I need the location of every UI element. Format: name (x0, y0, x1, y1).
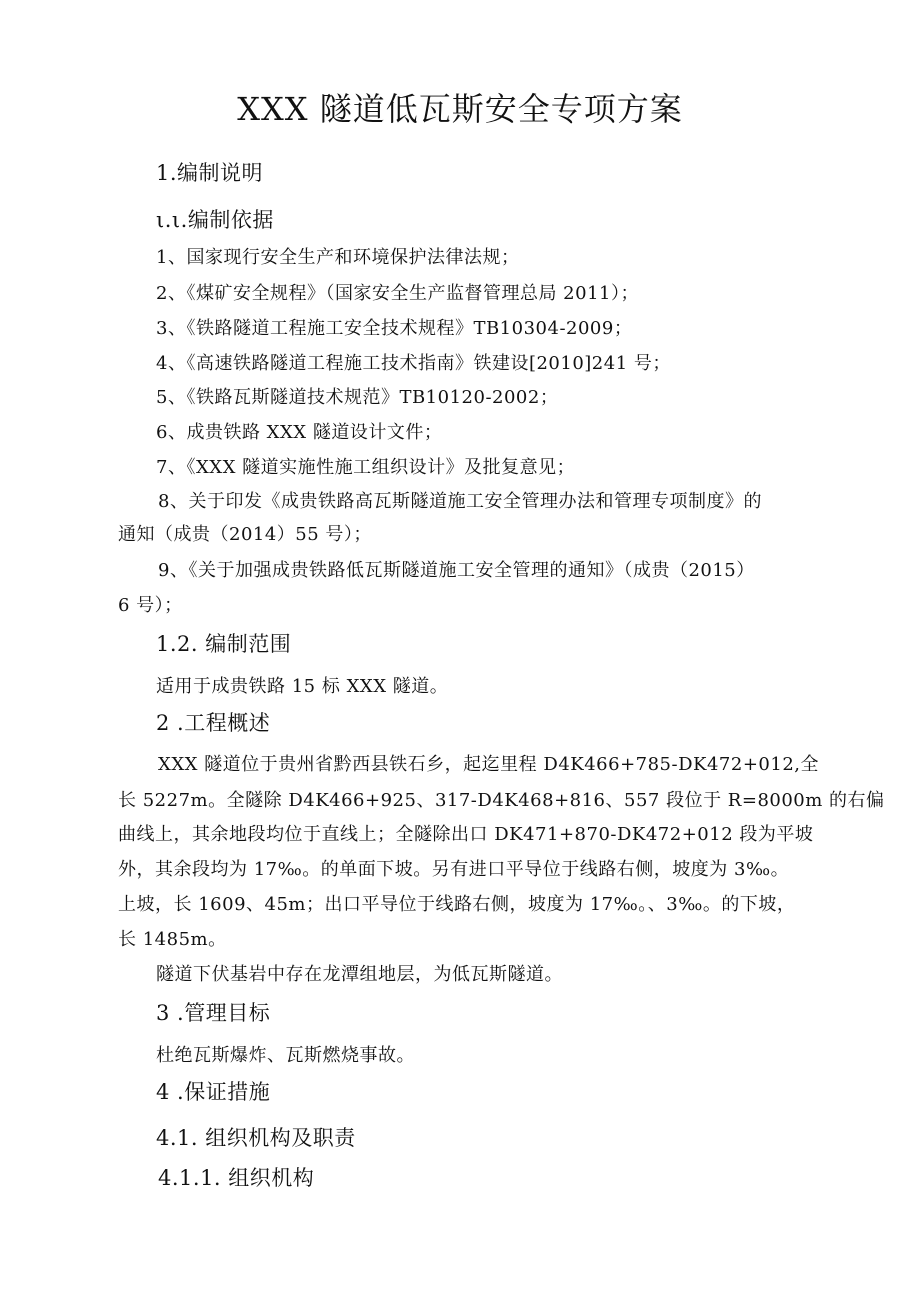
heading-4: 4 .保证措施 (156, 1080, 271, 1104)
document-title: XXX 隧道低瓦斯安全专项方案 (237, 90, 683, 128)
basis-item-8: 8、关于印发《成贵铁路高瓦斯隧道施工安全管理办法和管理专项制度》的 (158, 491, 762, 512)
basis-item: 2、《煤矿安全规程》（国家安全生产监督管理总局 2011）； (156, 283, 639, 304)
overview-line: XXX 隧道位于贵州省黔西县铁石乡，起迄里程 D4K466+785-DK472+012,全 (158, 754, 819, 775)
heading-1: 1.编制说明 (156, 161, 264, 185)
heading-4-1-1: 4.1.1. 组织机构 (158, 1166, 315, 1190)
overview-paragraph-2: 隧道下伏基岩中存在龙潭组地层，为低瓦斯隧道。 (156, 964, 563, 985)
overview-line: 长 1485m。 (118, 929, 227, 950)
overview-line: 外，其余段均为 17‰。的单面下坡。另有进口平导位于线路右侧，坡度为 3‰。 (118, 859, 790, 880)
basis-item: 1、国家现行安全生产和环境保护法律法规； (156, 247, 520, 268)
basis-item: 5、《铁路瓦斯隧道技术规范》TB10120-2002； (156, 387, 559, 408)
heading-1-2: 1.2. 编制范围 (156, 632, 292, 656)
basis-item-8-cont: 通知（成贵（2014）55 号）； (118, 524, 372, 545)
goal-text: 杜绝瓦斯爆炸、瓦斯燃烧事故。 (156, 1045, 415, 1066)
basis-item: 3、《铁路隧道工程施工安全技术规程》TB10304-2009； (156, 318, 633, 339)
heading-4-1: 4.1. 组织机构及职责 (156, 1126, 356, 1150)
heading-2: 2 .工程概述 (156, 711, 271, 735)
basis-item: 6、成贵铁路 XXX 隧道设计文件； (156, 422, 443, 443)
scope-text: 适用于成贵铁路 15 标 XXX 隧道。 (156, 676, 449, 697)
basis-item: 4、《高速铁路隧道工程施工技术指南》铁建设[2010]241 号； (156, 353, 671, 374)
basis-item-9-cont: 6 号）； (118, 595, 183, 616)
heading-3: 3 .管理目标 (156, 1001, 271, 1025)
overview-line: 曲线上，其余地段均位于直线上；全隧除出口 DK471+870-DK472+012 段为平坡 (118, 824, 814, 845)
overview-line: 上坡，长 1609、45m；出口平导位于线路右侧，坡度为 17‰。、3‰。的下坡， (118, 894, 796, 915)
basis-item-9: 9、《关于加强成贵铁路低瓦斯隧道施工安全管理的通知》（成贵（2015） (158, 560, 755, 581)
heading-1-1: ι.ι.编制依据 (156, 208, 274, 232)
basis-item: 7、《XXX 隧道实施性施工组织设计》及批复意见； (156, 457, 576, 478)
overview-line: 长 5227m。全隧除 D4K466+925、317-D4K468+816、557 段位于 R=8000m 的右偏 (118, 790, 885, 811)
